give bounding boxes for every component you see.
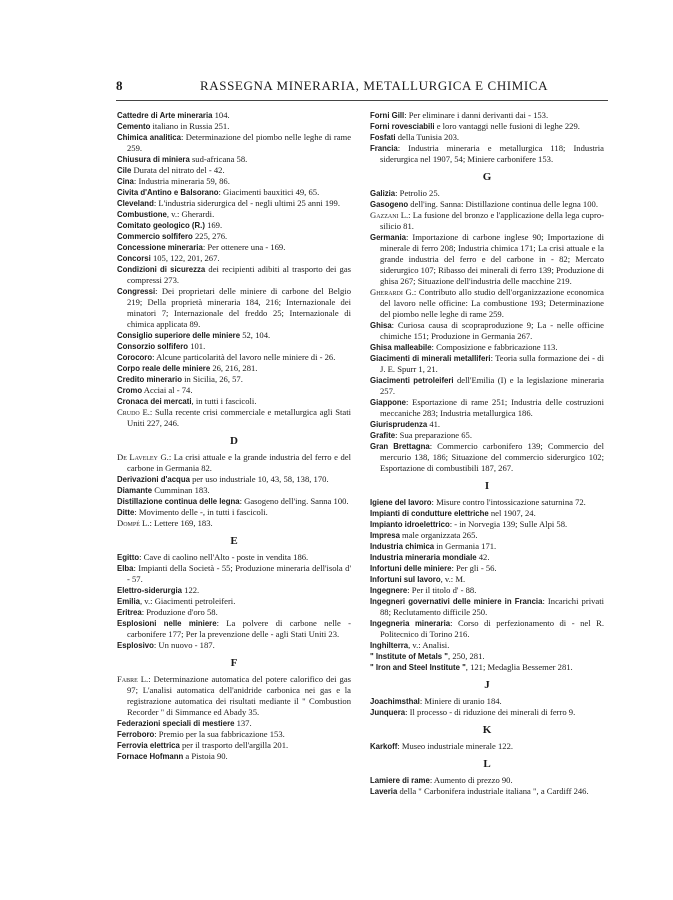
index-entry	[117, 187, 351, 198]
index-entry	[117, 165, 351, 176]
index-term: Chiusura di miniera	[117, 155, 190, 164]
index-references: : Determinazione automatica del potere calorifico dei gas 97; L'analisi automatica dell'anidride carbonica nei gas e la registrazione automatica dei risultati mediante il " Combustion Recorder " di Simmance ed Abady 35.	[127, 674, 351, 717]
index-references: 52, 104.	[240, 330, 271, 340]
index-references: : Misure contro l'intossicazione saturnina 72.	[431, 497, 586, 507]
index-term: Combustione	[117, 210, 167, 219]
index-entry	[370, 430, 604, 441]
index-term: Germania	[370, 233, 406, 242]
index-term: Giappone	[370, 398, 406, 407]
index-entry	[370, 110, 604, 121]
index-entry	[117, 154, 351, 165]
index-entry	[117, 176, 351, 187]
index-term: Ferroboro	[117, 730, 155, 739]
index-references: 137.	[234, 718, 252, 728]
index-term: Fabre L.	[117, 674, 149, 684]
index-term: Corocoro	[117, 353, 153, 362]
index-entry	[370, 199, 604, 210]
index-entry	[117, 132, 351, 154]
index-references: in Germania 171.	[434, 541, 497, 551]
index-term: Industria chimica	[370, 542, 435, 551]
index-references: : Alcune particolarità del lavoro nelle miniere di - 26.	[152, 352, 336, 362]
index-term: " Institute of Metals "	[370, 652, 449, 661]
index-entry	[117, 607, 351, 618]
section-letter: J	[484, 679, 490, 691]
index-term: Impianti di condutture elettriche	[370, 509, 489, 518]
index-term: Giacimenti di minerali metalliferi	[370, 354, 491, 363]
index-column-left	[117, 110, 351, 762]
index-term: Distillazione continua delle legna	[117, 497, 240, 506]
index-term: Francia	[370, 144, 398, 153]
index-entry	[370, 530, 604, 541]
index-references: : Il processo - di riduzione dei minerali di ferro 9.	[405, 707, 576, 717]
index-entry	[117, 585, 351, 596]
index-entry	[370, 210, 604, 232]
index-term: Elba	[117, 564, 134, 573]
index-references: : La polvere di carbone nelle - carbonifere 177; Per la prevenzione delle - agli Stati Uniti 23.	[127, 618, 351, 639]
index-term: Ghisa malleabile	[370, 343, 432, 352]
index-term: Giacimenti petroleiferi	[370, 376, 454, 385]
index-references: , v.: M.	[440, 574, 466, 584]
index-term: Eritrea	[117, 608, 142, 617]
section-letter: G	[482, 171, 492, 183]
index-references: : Per gli - 56.	[451, 563, 497, 573]
index-entry	[370, 508, 604, 519]
index-term: Chimica analitica	[117, 133, 181, 142]
index-references: , v.: Giacimenti petroleiferi.	[139, 596, 236, 606]
index-references: , v.: Gherardi.	[166, 209, 215, 219]
section-letter: K	[482, 724, 492, 736]
index-references: 42.	[476, 552, 490, 562]
index-term: Joachimsthal	[370, 697, 420, 706]
index-entry	[370, 232, 604, 287]
index-references: per il trasporto dell'argilla 201.	[179, 740, 289, 750]
index-entry	[117, 507, 351, 518]
index-entry	[370, 397, 604, 419]
index-references: : Commercio carbonifero 139; Commercio del mercurio 138, 186; Situazione del commercio siderurgico 102; Esportazione di combustibili 187, 267.	[380, 441, 604, 473]
index-references: : Incarichi privati 88; Reclutamento difficile 250.	[380, 596, 604, 617]
index-entry	[370, 552, 604, 563]
section-letter: L	[483, 758, 491, 770]
index-references: 122.	[182, 585, 200, 595]
index-entry	[370, 375, 604, 397]
index-entry	[117, 209, 351, 220]
index-references: : Impianti della Società - 55; Produzione mineraria dell'isola d' - 57.	[127, 563, 351, 584]
index-term: Cina	[117, 177, 134, 186]
index-entry	[117, 352, 351, 363]
index-entry	[117, 474, 351, 485]
index-references: : Curiosa causa di scopraproduzione 9; La - nelle officine chimiche 151; Produzione in Germania 267.	[380, 320, 604, 341]
index-term: Laveria	[370, 787, 398, 796]
index-term: Esplosivo	[117, 641, 154, 650]
index-entry	[370, 662, 604, 673]
index-entry	[117, 220, 351, 231]
index-entry	[117, 110, 351, 121]
index-term: Commercio solfifero	[117, 232, 193, 241]
index-entry	[117, 363, 351, 374]
index-references: : Aumento di prezzo 90.	[429, 775, 513, 785]
index-column-right	[370, 110, 604, 797]
index-entry	[117, 718, 351, 729]
index-entry	[117, 231, 351, 242]
index-references: dell'ing. Sanna: Distillazione continua delle legna 100.	[408, 199, 598, 209]
index-term: Forni rovesciabili	[370, 122, 435, 131]
index-term: Egitto	[117, 553, 140, 562]
index-references: : Movimento delle -, in tutti i fascicoli.	[134, 507, 268, 517]
index-term: Ingegnere	[370, 586, 408, 595]
index-entry	[117, 286, 351, 330]
index-entry	[370, 618, 604, 640]
index-entry	[370, 497, 604, 508]
index-entry	[117, 618, 351, 640]
index-references: , 121; Medaglia Bessemer 281.	[465, 662, 573, 672]
index-references: Acciai al - 74.	[142, 385, 193, 395]
index-entry	[370, 786, 604, 797]
index-references: : L'industria siderurgica del - negli ultimi 25 anni 199.	[153, 198, 340, 208]
index-references: : Sulla recente crisi commerciale e metallurgica agli Stati Uniti 227, 246.	[127, 407, 352, 428]
index-term: Fornace Hofmann	[117, 752, 184, 761]
index-references: a Pistoia 90.	[183, 751, 228, 761]
index-term: De Laveley G.	[117, 452, 169, 462]
index-entry	[370, 132, 604, 143]
index-entry	[370, 585, 604, 596]
index-term: Junquera	[370, 708, 406, 717]
index-references: dei recipienti adibiti al trasporto dei gas compressi 273.	[127, 264, 351, 285]
index-term: Galizia	[370, 189, 396, 198]
section-letter: F	[230, 657, 238, 669]
index-entry	[370, 519, 604, 530]
index-references: e loro vantaggi nelle fusioni di leghe 229.	[434, 121, 580, 131]
index-term: Fosfati	[370, 133, 396, 142]
index-term: Cile	[117, 166, 132, 175]
index-references: nel 1907, 24.	[488, 508, 536, 518]
index-term: Giurisprudenza	[370, 420, 428, 429]
index-references: 225, 276.	[192, 231, 228, 241]
index-entry	[370, 707, 604, 718]
index-references: italiano in Russia 251.	[150, 121, 230, 131]
index-references: : Industria mineraria 59, 86.	[133, 176, 230, 186]
index-term: " Iron and Steel Institute "	[370, 663, 466, 672]
index-references: : Produzione d'oro 58.	[141, 607, 218, 617]
index-references: : Museo industriale minerale 122.	[397, 741, 514, 751]
index-entry	[370, 541, 604, 552]
index-term: Condizioni di sicurezza	[117, 265, 206, 274]
index-references: Durata del nitrato del - 42.	[131, 165, 225, 175]
index-term: Infortuni sul lavoro	[370, 575, 441, 584]
index-references: : Lettere 169, 183.	[149, 518, 213, 528]
index-references: : Per il titolo d' - 88.	[407, 585, 477, 595]
index-term: Igiene del lavoro	[370, 498, 432, 507]
index-term: Comitato geologico (R.)	[117, 221, 205, 230]
index-references: : Importazione di carbone inglese 90; Importazione di minerale di ferro 208; Industria chimica 171; La crisi attuale e la grande industria del ferro e del carbone in - 82; Mercato siderurgico 107; Ribasso dei minerali di ferro 139; Produzione di ghisa 267; Situazione dell'industria delle macchine 219.	[380, 232, 604, 286]
index-entry	[117, 496, 351, 507]
index-references: per uso industriale 10, 43, 58, 138, 170.	[189, 474, 329, 484]
index-entry	[117, 485, 351, 496]
index-entry	[117, 385, 351, 396]
index-references: della " Carbonifera industriale italiana ", a Cardiff 246.	[397, 786, 589, 796]
index-entry	[117, 729, 351, 740]
index-term: Gherardi G.	[370, 287, 414, 297]
index-term: Consiglio superiore delle miniere	[117, 331, 241, 340]
index-term: Corpo reale delle miniere	[117, 364, 211, 373]
index-entry	[370, 574, 604, 585]
index-references: : Corso di perfezionamento di - nel R. Politecnico di Torino 216.	[380, 618, 604, 639]
index-references: : Determinazione del piombo nelle leghe di rame 259.	[127, 132, 352, 153]
index-references: sud-africana 58.	[189, 154, 248, 164]
index-entry	[117, 330, 351, 341]
index-references: : Un nuovo - 187.	[153, 640, 215, 650]
index-term: Diamante	[117, 486, 153, 495]
index-references: : Industria mineraria e metallurgica 118; Industria siderurgica nel 1907, 54; Miniere carbonifere 153.	[380, 143, 604, 164]
index-entry	[370, 342, 604, 353]
index-references: : Gasogeno dell'ing. Sanna 100.	[239, 496, 349, 506]
index-term: Cleveland	[117, 199, 154, 208]
index-entry	[370, 320, 604, 342]
index-entry	[370, 741, 604, 752]
index-term: Concessione mineraria	[117, 243, 203, 252]
index-term: Gasogeno	[370, 200, 409, 209]
index-term: Dompé L.	[117, 518, 150, 528]
index-references: : Miniere di uranio 184.	[419, 696, 502, 706]
index-entry	[117, 452, 351, 474]
index-term: Cattedre di Arte mineraria	[117, 111, 213, 120]
index-entry	[117, 552, 351, 563]
section-letter: E	[230, 535, 238, 547]
index-entry	[370, 287, 604, 320]
index-references: , 250, 281.	[448, 651, 485, 661]
index-references: 41.	[427, 419, 441, 429]
index-entry	[117, 242, 351, 253]
index-entry	[117, 640, 351, 651]
index-term: Ingegneri governativi delle miniere in Francia	[370, 597, 543, 606]
index-entry	[117, 407, 351, 429]
index-references: : - in Norvegia 139; Sulle Alpi 58.	[449, 519, 568, 529]
index-term: Gran Brettagna	[370, 442, 430, 451]
index-references: : Composizione e fabbricazione 113.	[431, 342, 558, 352]
index-references: 101.	[188, 341, 206, 351]
index-term: Congressi	[117, 287, 156, 296]
index-entry	[370, 441, 604, 474]
index-term: Lamiere di rame	[370, 776, 430, 785]
index-term: Impianto idroelettrico	[370, 520, 450, 529]
index-entry	[370, 596, 604, 618]
index-references: , in tutti i fascicoli.	[191, 396, 257, 406]
index-term: Cemento	[117, 122, 151, 131]
header-rule	[116, 100, 608, 101]
index-references: 104.	[212, 110, 230, 120]
index-term: Impresa	[370, 531, 400, 540]
index-references: Cumminan 183.	[152, 485, 210, 495]
index-references: : Dei proprietari delle miniere di carbone del Belgio 219; Della proprietà mineraria 184, 216; Internazionale dei minatori 7; Internazionale del freddo 25; Internazionale di chimica applicata 89.	[127, 286, 351, 329]
index-entry	[117, 674, 351, 718]
section-letter: I	[484, 480, 490, 492]
index-term: Ditte	[117, 508, 135, 517]
index-entry	[370, 696, 604, 707]
index-term: Credito minerario	[117, 375, 182, 384]
index-entry	[370, 121, 604, 132]
index-entry	[117, 596, 351, 607]
index-entry	[370, 651, 604, 662]
index-entry	[370, 188, 604, 199]
index-entry	[117, 740, 351, 751]
index-term: Infortuni delle miniere	[370, 564, 452, 573]
index-entry	[117, 396, 351, 407]
section-letter: D	[230, 435, 238, 447]
index-term: Derivazioni d'acqua	[117, 475, 190, 484]
index-references: : Per ottenere una - 169.	[202, 242, 286, 252]
index-references: : Premio per la sua fabbricazione 153.	[154, 729, 285, 739]
index-term: Concorsi	[117, 254, 151, 263]
index-term: Inghilterra	[370, 641, 409, 650]
index-references: male organizzata 265.	[399, 530, 478, 540]
index-entry	[117, 563, 351, 585]
index-references: : La crisi attuale e la grande industria del ferro e del carbone in Germania 82.	[127, 452, 352, 473]
index-term: Ghisa	[370, 321, 392, 330]
index-term: Emilia	[117, 597, 140, 606]
index-references: 169.	[204, 220, 223, 230]
index-references: 105, 122, 201, 267.	[150, 253, 220, 263]
index-term: Esplosioni nelle miniere	[117, 619, 217, 628]
index-references: : Sua preparazione 65.	[395, 430, 472, 440]
index-references: : Per eliminare i danni derivanti dai - 153.	[404, 110, 549, 120]
index-references: : Teoria sulla formazione dei - di J. E. Spurr 1, 21.	[380, 353, 604, 374]
index-term: Crudo E.	[117, 407, 150, 417]
index-entry	[117, 341, 351, 352]
index-entry	[370, 143, 604, 165]
index-entry	[370, 353, 604, 375]
index-term: Karkoff	[370, 742, 398, 751]
index-entry	[117, 253, 351, 264]
index-entry	[117, 751, 351, 762]
index-term: Ferrovia elettrica	[117, 741, 180, 750]
index-references: 26, 216, 281.	[210, 363, 258, 373]
index-entry	[117, 121, 351, 132]
index-term: Cronaca dei mercati	[117, 397, 192, 406]
index-entry	[117, 264, 351, 286]
index-term: Cromo	[117, 386, 143, 395]
running-head-title: RASSEGNA MINERARIA, METALLURGICA E CHIMICA	[200, 78, 549, 93]
index-references: : Esportazione di rame 251; Industria delle costruzioni meccaniche 283; Industria metallurgica 186.	[380, 397, 604, 418]
index-term: Civita d'Antino e Balsorano	[117, 188, 219, 197]
index-references: dell'Emilia (I) e la legislazione mineraria 257.	[380, 375, 604, 396]
index-references: , v.: Analisi.	[408, 640, 450, 650]
index-entry	[370, 563, 604, 574]
index-entry	[370, 775, 604, 786]
index-term: Grafite	[370, 431, 396, 440]
index-entry	[117, 518, 351, 529]
index-entry	[370, 419, 604, 430]
index-entry	[117, 374, 351, 385]
page-number: 8	[116, 78, 123, 93]
index-term: Industria mineraria mondiale	[370, 553, 477, 562]
index-references: in Sicilia, 26, 57.	[182, 374, 243, 384]
index-references: : Petrolio 25.	[395, 188, 440, 198]
index-term: Forni Gill	[370, 111, 405, 120]
index-references: : Cave di caolino nell'Alto - poste in vendita 186.	[139, 552, 309, 562]
index-references: : Giacimenti bauxitici 49, 65.	[218, 187, 320, 197]
index-references: della Tunisia 203.	[395, 132, 460, 142]
index-term: Consorzio solfifero	[117, 342, 189, 351]
index-term: Ingegneria mineraria	[370, 619, 451, 628]
index-references: : Contributo allo studio dell'organizzazione economica del lavoro nelle officine: La combustione 193; Determinazione del piombo nelle leghe di rame 259.	[380, 287, 604, 319]
index-references: : La fusione del bronzo e l'applicazione della lega cupro-silicio 81.	[380, 210, 604, 231]
index-entry	[370, 640, 604, 651]
index-term: Gazzani L.	[370, 210, 409, 220]
index-term: Elettro-siderurgia	[117, 586, 182, 595]
index-term: Federazioni speciali di mestiere	[117, 719, 235, 728]
index-entry	[117, 198, 351, 209]
